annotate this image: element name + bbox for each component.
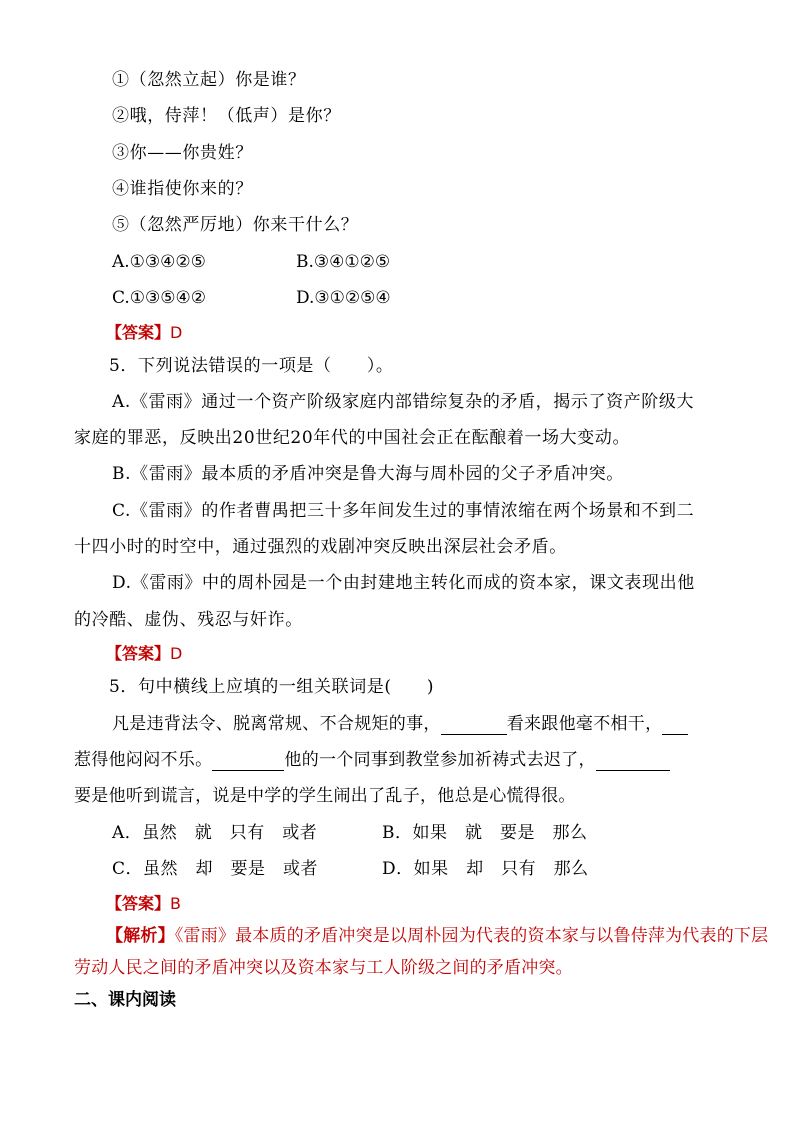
fill-blank-4 — [596, 752, 670, 771]
answer-value: D — [170, 323, 183, 342]
q5b-option-a: A．虽然 就 只有 或者 — [112, 823, 318, 843]
q4-line-4: ④谁指使你来的？ — [112, 179, 253, 199]
q5a-option-d-line1: D.《雷雨》中的周朴园是一个由封建地主转化而成的资本家，课文表现出他 — [112, 573, 695, 593]
answer-tag: 【答案】 — [106, 644, 171, 663]
passage-text: 他的一个同事到教堂参加祈祷式去迟了， — [284, 750, 596, 770]
passage-text: 凡是违背法令、脱离常规、不合规矩的事， — [112, 714, 441, 734]
passage-text: 惹得他闷闷不乐。 — [74, 750, 213, 770]
q5b-passage-line1 — [112, 713, 688, 735]
answer-tag: 【答案】 — [106, 323, 171, 342]
q5b-answer — [106, 893, 181, 915]
q5b-analysis-line2: 劳动人民之间的矛盾冲突以及资本家与工人阶级之间的矛盾冲突。 — [74, 958, 573, 978]
answer-value: D — [170, 644, 183, 663]
q4-line-3: ③你——你贵姓？ — [112, 143, 253, 163]
fill-blank-2 — [662, 716, 688, 735]
answer-value: B — [170, 894, 181, 913]
q5a-answer — [106, 643, 182, 665]
q5a-option-a-line2: 家庭的罪恶，反映出20世纪20年代的中国社会正在酝酿着一场大变动。 — [74, 428, 631, 448]
q5a-stem: 5．下列说法错误的一项是（ ）。 — [109, 356, 394, 376]
q4-line-1: ①（忽然立起）你是谁？ — [112, 70, 306, 90]
q5a-option-d-line2: 的冷酷、虚伪、残忍与奸诈。 — [74, 610, 303, 630]
fill-blank-3 — [212, 752, 284, 771]
q5a-option-b: B.《雷雨》最本质的矛盾冲突是鲁大海与周朴园的父子矛盾冲突。 — [112, 464, 624, 484]
q4-option-c: C.①③⑤④② — [112, 288, 207, 308]
fill-blank-1 — [441, 716, 507, 735]
q5b-passage-line2 — [74, 749, 670, 771]
q5b-option-b: B．如果 就 要是 那么 — [382, 823, 588, 843]
analysis-text: 《雷雨》最本质的矛盾冲突是以周朴园为代表的资本家与以鲁侍萍为代表的下层 — [174, 926, 769, 946]
q5b-analysis-line1 — [106, 925, 768, 947]
q5a-option-a-line1: A.《雷雨》通过一个资产阶级家庭内部错综复杂的矛盾，揭示了资产阶级大 — [112, 392, 695, 412]
analysis-tag: 【解析】 — [106, 926, 175, 946]
q5b-passage-line3: 要是他听到谎言，说是中学的学生闹出了乱子，他总是心慌得很。 — [74, 786, 576, 806]
q4-option-a: A.①③④②⑤ — [112, 252, 206, 272]
q4-line-2: ②哦，侍萍！（低声）是你？ — [112, 106, 341, 126]
q4-option-d: D.③①②⑤④ — [296, 288, 391, 308]
q4-answer — [106, 322, 182, 344]
q4-line-5: ⑤（忽然严厉地）你来干什么？ — [112, 215, 359, 235]
answer-tag: 【答案】 — [106, 894, 171, 913]
q5a-option-c-line1: C.《雷雨》的作者曹禺把三十多年间发生过的事情浓缩在两个场景和不到二 — [112, 501, 695, 521]
q4-option-b: B.③④①②⑤ — [296, 252, 391, 272]
section-title: 二、课内阅读 — [74, 990, 176, 1010]
q5b-stem: 5．句中横线上应填的一组关联词是( ) — [109, 677, 435, 697]
q5a-option-c-line2: 十四小时的时空中，通过强烈的戏剧冲突反映出深层社会矛盾。 — [74, 537, 567, 557]
q5b-option-c: C．虽然 却 要是 或者 — [112, 859, 319, 879]
passage-text: 看来跟他毫不相干， — [506, 714, 663, 734]
q5b-option-d: D．如果 却 只有 那么 — [382, 859, 589, 879]
